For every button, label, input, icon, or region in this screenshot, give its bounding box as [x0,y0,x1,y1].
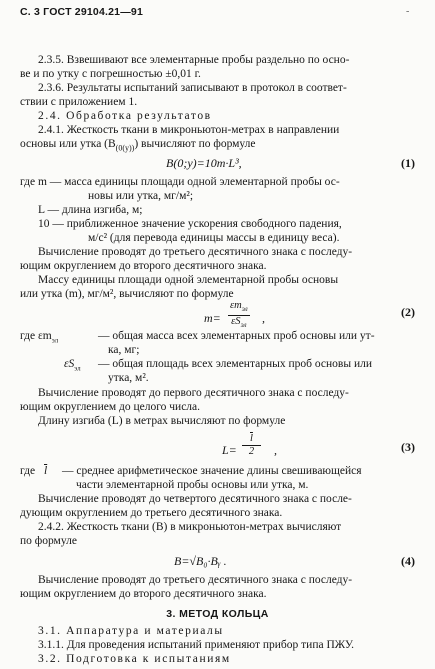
subsection-heading: 2.4. Обработка результатов [38,110,212,122]
text-line: Вычисление проводят до третьего десятичного знака с последу- [38,246,353,258]
formula-1-number: (1) [401,156,415,170]
section-heading: 3. МЕТОД КОЛЬЦА [166,608,269,620]
text-line: Массу единицы площади одной элементарной пробы основы [38,274,339,286]
text-line: 10 — приближенное значение ускорения свободного падения, [38,218,342,230]
header-mark: - [406,6,410,17]
text-line: части элементарной пробы основы или утка, м. [76,479,309,491]
formula-3-number: (3) [401,440,415,454]
text-line: ющим округлением до целого числа. [20,401,201,413]
text-line: новы или утка, мг/м²; [88,190,194,202]
text-line: $\varepsilon S_{эл}$ [64,358,81,373]
text-line: — среднее арифметическое значение длины свешивающейся [62,465,362,477]
text-line: Длину изгиба (L) в метрах вычисляют по формуле [38,415,286,427]
text-line: м/с² (для перевода единицы массы в единицу веса). [88,232,340,244]
text-line: или утка (m), мг/м², вычисляют по формуле [20,288,234,300]
formula-4-number: (4) [401,554,415,568]
formula-2-fraction: $\varepsilon m_{эл}$ $\varepsilon S_{эл}$ [230,300,248,330]
formula-4: B=√B₀·Bᵧ . [174,554,227,568]
text-line: 3.1.1. Для проведения испытаний применяют прибор типа ПЖУ. [38,639,355,651]
text-line: основы или утка $(B_{(0(y))})$ вычисляют по формуле [20,138,256,153]
text-line: Вычисление проводят до первого десятичного знака с последу- [38,387,349,399]
text-line: — общая масса всех элементарных проб основы или ут- [98,330,375,342]
text-line: ве и по утку с погрешностью ±0,01 г. [20,68,201,80]
subsection-heading: 3.1. Аппаратура и материалы [38,625,224,637]
text-line: утка, м². [108,372,149,384]
text-line: ка, мг; [108,344,140,356]
text-line: L — длина изгиба, м; [38,204,143,216]
text-line: — общая площадь всех элементарных проб основы или [98,358,372,370]
formula-2-comma: , [262,311,265,325]
text-line: дующим округлением до третьего десятичного знака. [20,507,283,519]
text-line: 2.3.5. Взвешивают все элементарные пробы раздельно по осно- [38,54,350,66]
text-line: Вычисление проводят до третьего десятичного знака с последу- [38,574,353,586]
text-line: 2.4.1. Жесткость ткани в микроньютон-метрах в направлении [38,124,340,136]
text-line: ющим округлением до второго десятичного знака. [20,588,267,600]
subsection-heading: 3.2. Подготовка к испытаниям [38,653,231,665]
text-line: ющим округлением до второго десятичного знака. [20,260,267,272]
formula-3-fraction: $\frac{\overline{l}}{2}$ [242,433,261,458]
text-line: где m — масса единицы площади одной элементарной пробы ос- [20,176,340,188]
text-line: Вычисление проводят до четвертого десятичного знака с после- [38,493,352,505]
page-header: С. 3 ГОСТ 29104.21—91 [20,6,143,18]
text-line: где $\varepsilon m_{эл}$ [20,330,59,345]
l-bar-symbol: $\overline{l}$ [44,465,48,477]
formula-2-number: (2) [401,305,415,319]
text-line: по формуле [20,535,77,547]
text-line: 2.3.6. Результаты испытаний записывают в протокол в соответ- [38,82,347,94]
formula-3-comma: , [274,443,277,457]
formula-1: B(0;y)=10m·L³, [166,156,242,170]
formula-3-lhs: L= [222,443,237,457]
text-line: где [20,465,36,477]
text-line: 2.4.2. Жесткость ткани (B) в микроньютон-метрах вычисляют [38,521,342,533]
text-line: ствии с приложением 1. [20,96,138,108]
formula-2-lhs: m= [204,311,221,325]
